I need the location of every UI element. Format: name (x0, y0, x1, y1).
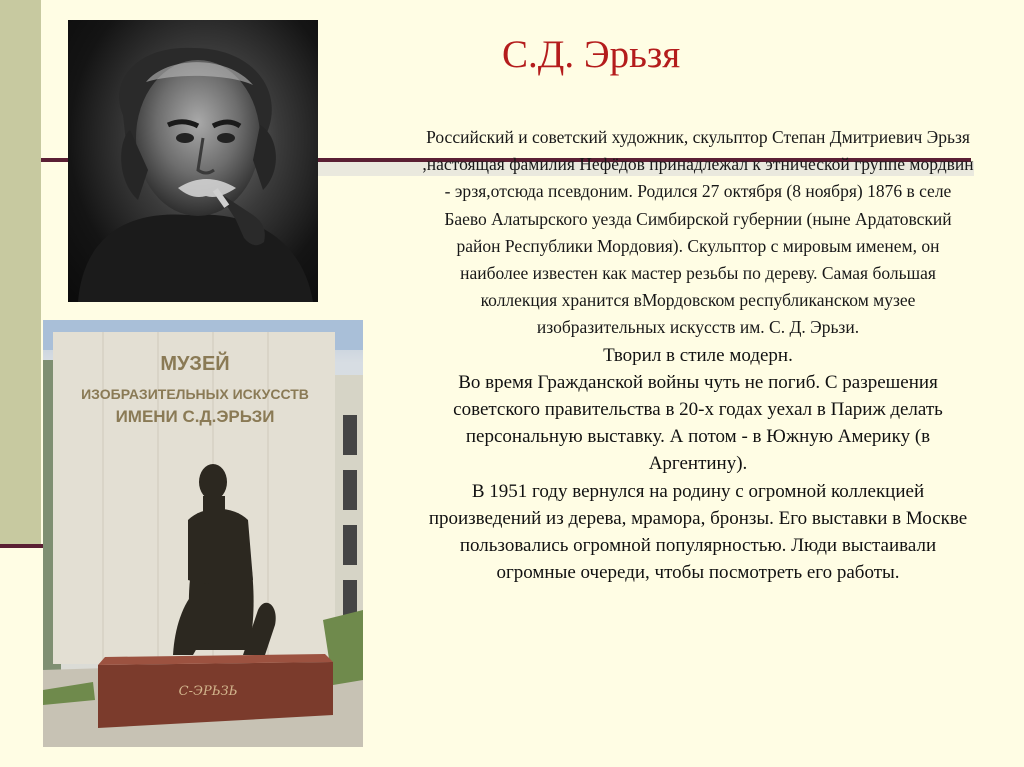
biography-paragraph: Российский и советский художник, скульптор Степан Дмитриевич Эрьзя ,настоящая фамилия Нефёдов принадлежал к этнической группе мордвин - эрзя,отсюда псевдоним. Родился 27 октября (8 ноября) 1876 в селе Баево Алатырского уезда Симбирской губернии (ныне Ардатовский район Республики Мордовия). Скульптор с мировым именем, он наиболее известен как мастер резьбы по дереву. Самая большая коллекция хранится вМордовском республиканском музее изобразительных искусств им. С. Д. Эрьзи. (422, 127, 974, 338)
portrait-illustration (68, 20, 318, 302)
left-horizontal-rule (0, 544, 44, 548)
style-paragraph: Творил в стиле модерн. (603, 344, 793, 366)
museum-sign-line-3: ИМЕНИ С.Д.ЭРЬЗИ (115, 407, 275, 426)
monument-photo (43, 320, 363, 747)
portrait-photo (68, 20, 318, 302)
museum-sign-line-2: ИЗОБРАЗИТЕЛЬНЫХ ИСКУССТВ (81, 386, 309, 402)
body-text (422, 124, 974, 586)
pedestal-signature: С-ЭРЬЗЬ (178, 684, 238, 699)
slide-title: С.Д. Эрьзя (502, 33, 681, 76)
monument-illustration (43, 320, 363, 747)
museum-sign-line-1: МУЗЕЙ (160, 353, 230, 375)
return-paragraph: В 1951 году вернулся на родину с огромной коллекцией произведений из дерева, мрамора, бронзы. Его выставки в Москве пользовались огромной популярностью. Люди выстаивали огромные очереди, чтобы посмотреть его работы. (428, 480, 968, 584)
left-decor-band (0, 0, 41, 548)
emigration-paragraph: Во время Гражданской войны чуть не погиб. С разрешения советского правительства в 20-х годах уехал в Париж делать персональную выставку. А потом - в Южную Америку (в Аргентину). (453, 371, 943, 475)
